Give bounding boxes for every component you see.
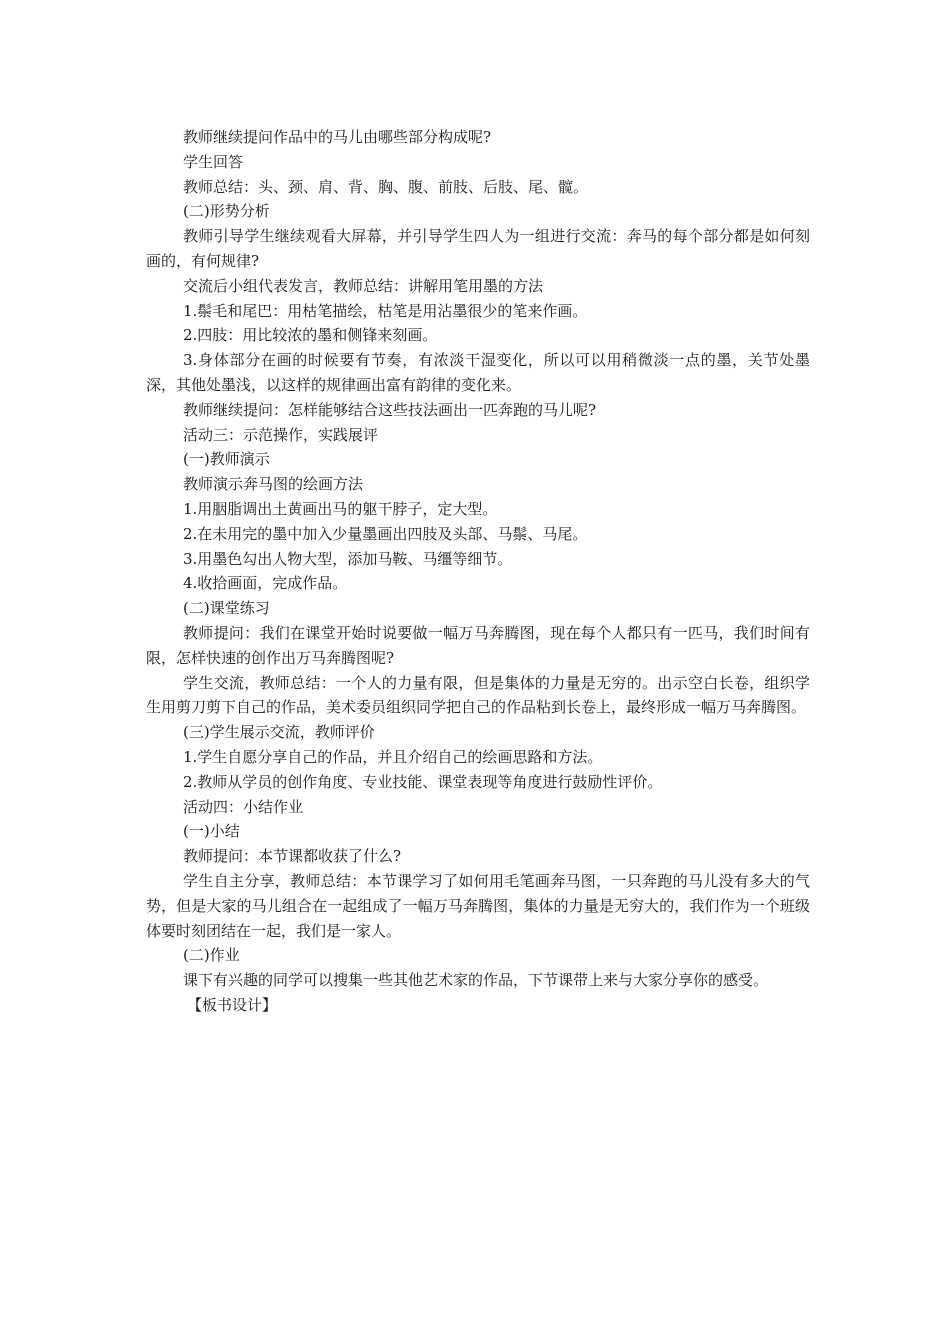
paragraph: 教师继续提问：怎样能够结合这些技法画出一匹奔跑的马儿呢? <box>183 400 597 419</box>
list-item: 2.在未用完的墨中加入少量墨画出四肢及头部、马鬃、马尾。 <box>183 524 588 543</box>
paragraph: 交流后小组代表发言，教师总结：讲解用笔用墨的方法 <box>183 276 544 295</box>
paragraph: 学生自主分享，教师总结：本节课学习了如何用毛笔画奔马图，一只奔跑的马儿没有多大的气势，但是大家的马儿组合在一起组成了一幅万马奔腾图，集体的力量是无穷大的，我们作为一个班级体要时刻团结在一起，我们是一家人。 <box>146 871 810 940</box>
list-item: 1.用胭脂调出土黄画出马的躯干脖子，定大型。 <box>183 499 498 518</box>
list-item: 3.身体部分在画的时候要有节奏，有浓淡干湿变化，所以可以用稍微淡一点的墨，关节处墨深，其他处墨浅，以这样的规律画出富有韵律的变化来。 <box>146 351 810 394</box>
section-heading: (二)作业 <box>183 946 240 965</box>
paragraph: 课下有兴趣的同学可以搜集一些其他艺术家的作品，下节课带上来与大家分享你的感受。 <box>183 971 769 990</box>
paragraph: 教师提问：我们在课堂开始时说要做一幅万马奔腾图，现在每个人都只有一匹马，我们时间有限，怎样快速的创作出万马奔腾图呢? <box>146 623 810 667</box>
document-body <box>146 125 810 1018</box>
list-item: 1.学生自愿分享自己的作品，并且介绍自己的绘画思路和方法。 <box>183 747 603 766</box>
paragraph: 教师演示奔马图的绘画方法 <box>183 475 364 494</box>
paragraph: 教师继续提问作品中的马儿由哪些部分构成呢? <box>183 128 492 146</box>
section-heading: (三)学生展示交流，教师评价 <box>183 723 375 742</box>
paragraph: 学生回答 <box>183 152 244 171</box>
section-heading: 活动四：小结作业 <box>183 797 304 816</box>
paragraph: 教师总结：头、颈、肩、背、胸、腹、前肢、后肢、尾、髋。 <box>183 177 589 196</box>
paragraph: 学生交流，教师总结：一个人的力量有限，但是集体的力量是无穷的。出示空白长卷，组织学生用剪刀剪下自己的作品，美术委员组织同学把自己的作品粘到长卷上，最终形成一幅万马奔腾图。 <box>146 673 810 717</box>
section-heading: (一)小结 <box>183 822 240 841</box>
list-item: 3.用墨色勾出人物大型，添加马鞍、马缰等细节。 <box>183 549 513 568</box>
paragraph: 教师引导学生继续观看大屏幕，并引导学生四人为一组进行交流：奔马的每个部分都是如何刻画的，有何规律? <box>146 227 810 270</box>
section-heading: (二)课堂练习 <box>183 599 270 618</box>
section-heading: 活动三：示范操作，实践展评 <box>183 425 379 444</box>
list-item: 1.鬃毛和尾巴：用枯笔描绘，枯笔是用沾墨很少的笔来作画。 <box>183 301 588 320</box>
section-heading: (一)教师演示 <box>183 450 270 469</box>
board-design-heading: 【板书设计】 <box>187 995 278 1014</box>
list-item: 2.教师从学员的创作角度、专业技能、课堂表现等角度进行鼓励性评价。 <box>183 772 663 791</box>
section-heading: (二)形势分析 <box>183 202 270 221</box>
paragraph: 教师提问：本节课都收获了什么? <box>183 847 402 866</box>
list-item: 4.收拾画面，完成作品。 <box>183 574 348 593</box>
list-item: 2.四肢：用比较浓的墨和侧锋来刻画。 <box>183 326 438 345</box>
